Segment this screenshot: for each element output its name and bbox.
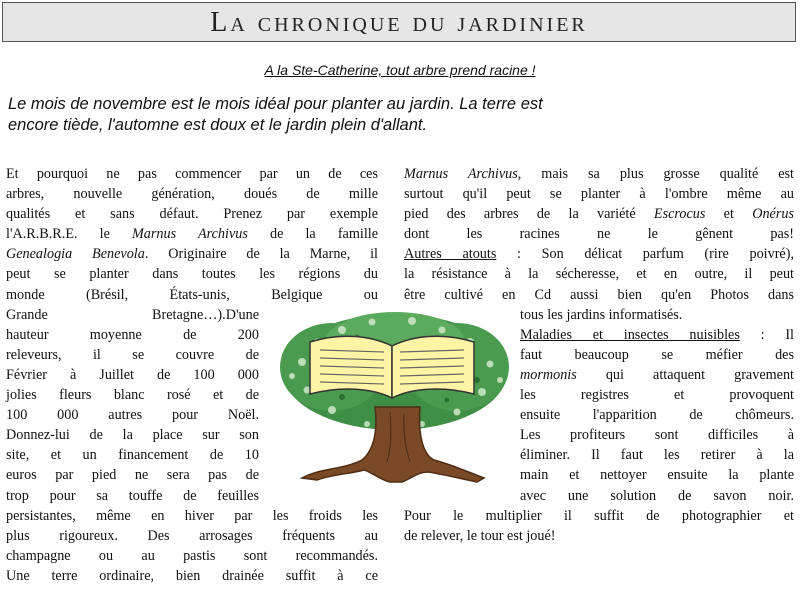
text-line: faut beaucoup se méfier des [520, 346, 794, 363]
text-fragment: l'A.R.B.R.E. le [6, 226, 132, 243]
page-title: La chronique du jardinier [210, 7, 588, 38]
text-line: qualités et sans défaut. Prenez par exemple [6, 206, 378, 223]
section-heading: Autres atouts [404, 246, 497, 263]
text-fragment: et [705, 206, 753, 223]
text-line: Pour le multiplier il suffit de photographier et [404, 507, 794, 524]
text-line: site, et un financement de 10 [6, 447, 259, 464]
section-heading: Maladies et insectes nuisibles [520, 326, 740, 343]
book-tree-icon [272, 312, 518, 484]
variety-name: Onérus [752, 206, 794, 223]
text-line [520, 365, 794, 385]
intro-line: encore tiède, l'automne est doux et le jardin plein d'allant. [8, 116, 428, 134]
text-line: monde (Brésil, États-unis, Belgique ou [6, 286, 378, 303]
text-line: dont les racines ne le gênent pas! [404, 226, 794, 243]
text-line: Les profiteurs sont difficiles à [520, 427, 794, 444]
text-line: releveurs, il se couvre de [6, 346, 259, 363]
text-line: la résistance à la sécheresse, et en outre, il peut [404, 266, 794, 283]
text-line: tous les jardins informatisés. [520, 306, 683, 323]
text-fragment: de la famille [247, 226, 379, 243]
subtitle: A la Ste-Catherine, tout arbre prend racine ! [264, 62, 536, 78]
text-line: ensuite l'apparition de chômeurs. [520, 407, 794, 424]
text-fragment: pied des arbres de la variété [404, 206, 654, 223]
pest-name: mormonis [520, 366, 577, 383]
text-fragment: , mais sa plus grosse qualité est [517, 166, 794, 182]
text-line [404, 164, 794, 184]
text-line: Donnez-lui de la place sur son [6, 427, 259, 444]
text-fragment: qui attaquent gravement [576, 366, 794, 383]
intro-paragraph [8, 94, 788, 136]
text-line: Et pourquoi ne pas commencer par un de ces [6, 166, 378, 182]
text-line [404, 244, 794, 264]
species-name: Marnus Archivus [131, 226, 248, 243]
text-line: Grande Bretagne…).D'une [6, 306, 259, 323]
text-line: plus rigoureux. Des arrosages fréquents au [6, 527, 378, 544]
text-line: avec une solution de savon noir. [520, 487, 794, 504]
text-fragment: : Son délicat parfum (rire poivré), [496, 246, 794, 263]
text-line [6, 224, 378, 244]
text-line: de relever, le tour est joué! [404, 527, 556, 544]
text-line: être cultivé en Cd aussi bien qu'en Photos dans [404, 286, 794, 303]
text-fragment: . Originaire de la Marne, il [144, 246, 378, 263]
text-line: éliminer. Il faut les retirer à la [520, 447, 794, 464]
text-line: main et nettoyer ensuite la plante [520, 467, 794, 484]
variety-name: Escrocus [653, 206, 706, 223]
text-line: trop pour sa touffe de feuilles [6, 487, 259, 504]
text-line: les registres et provoquent [520, 387, 794, 404]
text-line: Février à Juillet de 100 000 [6, 366, 259, 383]
text-line: Une terre ordinaire, bien drainée suffit à ce [6, 567, 378, 584]
family-name: Genealogia Benevola [6, 246, 145, 263]
intro-line: Le mois de novembre est le mois idéal pour planter au jardin. La terre est [8, 95, 543, 113]
text-line: euros par pied ne sera pas de [6, 467, 259, 484]
text-line: surtout qu'il peut se planter à l'ombre même au [404, 186, 794, 203]
text-line [404, 204, 794, 224]
header-banner [2, 2, 796, 42]
text-line: champagne ou au pastis sont recommandés. [6, 547, 378, 564]
text-line: 100 000 autres pour Noël. [6, 407, 259, 424]
text-line [6, 244, 378, 264]
text-line [520, 325, 794, 345]
text-line: hauteur moyenne de 200 [6, 326, 259, 343]
text-line: jolies fleurs blanc rosé et de [6, 387, 259, 404]
text-line: arbres, nouvelle génération, doués de mille [6, 186, 378, 203]
text-fragment: : Il [739, 326, 794, 343]
text-line: persistantes, même en hiver par les froids les [6, 507, 378, 524]
book-icon [310, 336, 474, 398]
species-name: Marnus Archivus [404, 166, 518, 182]
text-line: peut se planter dans toutes les régions du [6, 266, 378, 283]
